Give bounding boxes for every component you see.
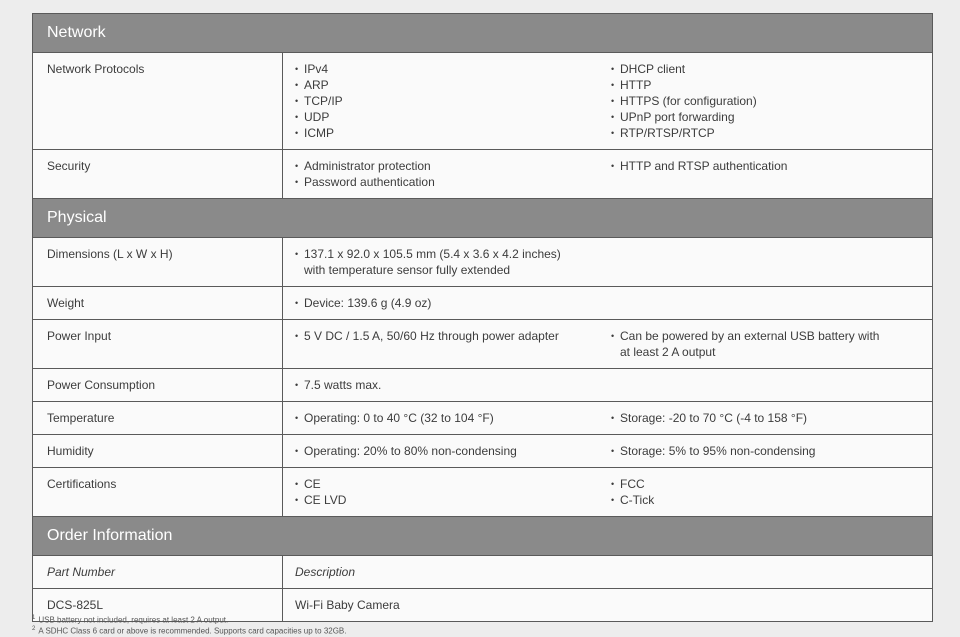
footnote-text: USB battery not included, requires at least 2 A output. xyxy=(38,615,229,625)
column-header-description: Description xyxy=(295,565,356,579)
list-item: • Operating: 0 to 40 °C (32 to 104 °F) xyxy=(295,410,611,426)
order-header-row xyxy=(33,556,932,589)
footnote-mark: 2 xyxy=(32,626,36,632)
column-header-part-number: Part Number xyxy=(33,556,283,588)
row-label: Humidity xyxy=(33,435,283,467)
list-item: • UPnP port forwarding xyxy=(611,109,911,125)
list-item: • 137.1 x 92.0 x 105.5 mm (5.4 x 3.6 x 4.2 inches) with temperature sensor fully extended xyxy=(295,246,585,278)
row-label: Security xyxy=(33,150,283,198)
spec-row-weight xyxy=(33,287,932,320)
part-number: DCS-825L xyxy=(33,589,283,621)
list-item: • HTTPS (for configuration) xyxy=(611,93,911,109)
row-label: Dimensions (L x W x H) xyxy=(33,238,283,286)
list-item: • C-Tick xyxy=(611,492,911,508)
row-label: Weight xyxy=(33,287,283,319)
footnote-text: A SDHC Class 6 card or above is recommended. Supports card capacities up to 32GB. xyxy=(38,626,347,636)
list-item: • Administrator protection xyxy=(295,158,611,174)
list-item: • Password authentication xyxy=(295,174,611,190)
list-item: • CE xyxy=(295,476,611,492)
spec-row-network-protocols xyxy=(33,53,932,150)
section-header-network: Network xyxy=(33,14,932,53)
list-item: • ARP xyxy=(295,77,611,93)
section-header-order: Order Information xyxy=(33,517,932,556)
list-item: • 7.5 watts max. xyxy=(295,377,611,393)
list-item: • UDP xyxy=(295,109,611,125)
list-item: • HTTP xyxy=(611,77,911,93)
list-item: • DHCP client xyxy=(611,61,911,77)
spec-row-power-consumption xyxy=(33,369,932,402)
list-item: • Operating: 20% to 80% non-condensing xyxy=(295,443,611,459)
list-item: • HTTP and RTSP authentication xyxy=(611,158,911,174)
spec-row-security xyxy=(33,150,932,199)
list-item: • TCP/IP xyxy=(295,93,611,109)
row-label: Certifications xyxy=(33,468,283,516)
row-label: Temperature xyxy=(33,402,283,434)
list-item: • CE LVD xyxy=(295,492,611,508)
row-label: Power Consumption xyxy=(33,369,283,401)
spec-row-dimensions xyxy=(33,238,932,287)
list-item: • FCC xyxy=(611,476,911,492)
list-item: • RTP/RTSP/RTCP xyxy=(611,125,911,141)
section-header-physical: Physical xyxy=(33,199,932,238)
list-item: • IPv4 xyxy=(295,61,611,77)
spec-table xyxy=(32,13,933,622)
list-item: • Storage: 5% to 95% non-condensing xyxy=(611,443,911,459)
list-item: • ICMP xyxy=(295,125,611,141)
list-item: • Device: 139.6 g (4.9 oz) xyxy=(295,295,611,311)
list-item: • Can be powered by an external USB battery with at least 2 A output xyxy=(611,328,881,360)
spec-row-certifications xyxy=(33,468,932,517)
part-description: Wi-Fi Baby Camera xyxy=(295,598,400,612)
footnote-mark: 1 xyxy=(32,615,36,621)
list-item: • Storage: -20 to 70 °C (-4 to 158 °F) xyxy=(611,410,911,426)
row-label: Power Input xyxy=(33,320,283,368)
list-item: • 5 V DC / 1.5 A, 50/60 Hz through power adapter xyxy=(295,328,611,344)
row-label: Network Protocols xyxy=(33,53,283,149)
spec-row-power-input xyxy=(33,320,932,369)
spec-row-humidity xyxy=(33,435,932,468)
spec-row-temperature xyxy=(33,402,932,435)
footnote-2 xyxy=(32,624,347,637)
